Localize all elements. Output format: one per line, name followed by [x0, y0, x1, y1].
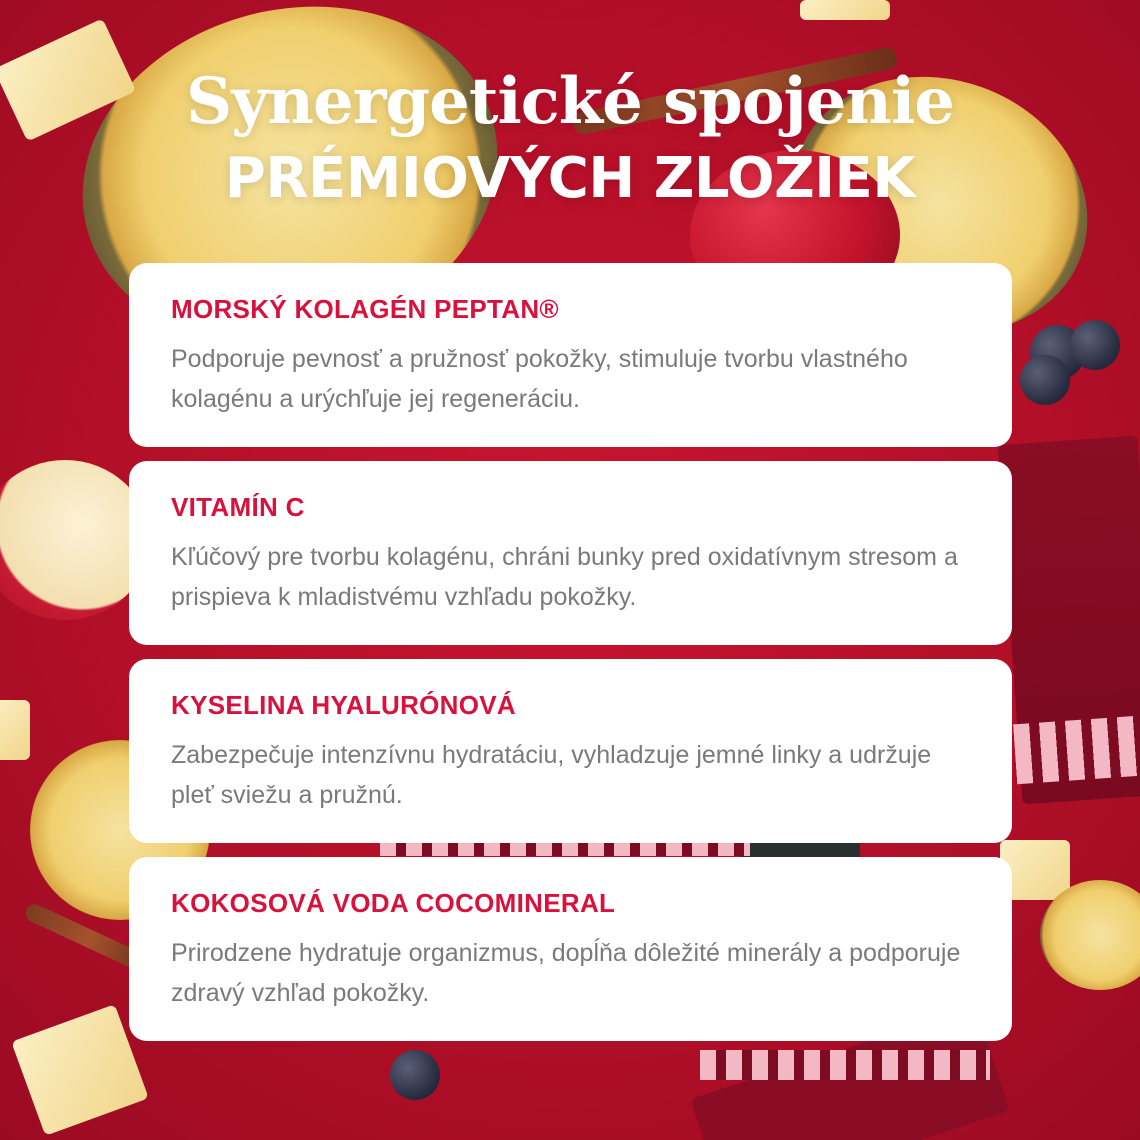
ingredient-card-hyaluronic-acid — [129, 659, 1012, 843]
sachet-stripes-image — [700, 1050, 990, 1080]
blueberry-image — [1070, 320, 1120, 370]
ingredient-title: MORSKÝ KOLAGÉN PEPTAN® — [171, 294, 559, 324]
sachet-stripes-image — [1013, 716, 1140, 785]
ingredient-description: Prirodzene hydratuje organizmus, dopĺňa dôležité minerály a podporuje zdravý vzhľad pokožky. — [171, 939, 961, 1007]
pineapple-chunk-image — [0, 700, 30, 760]
page-title — [0, 60, 1140, 214]
blueberry-image — [1020, 355, 1070, 405]
ingredient-card-coconut-water — [129, 857, 1012, 1041]
ingredient-description: Zabezpečuje intenzívnu hydratáciu, vyhladzuje jemné linky a udržuje pleť sviežu a pružnú. — [171, 741, 932, 809]
ingredient-card-vitamin-c — [129, 461, 1012, 645]
ingredient-description: Kľúčový pre tvorbu kolagénu, chráni bunky pred oxidatívnym stresom a prispieva k mladistvému vzhľadu pokožky. — [171, 543, 958, 611]
blueberry-image — [390, 1050, 440, 1100]
pineapple-chunk-image — [800, 0, 890, 20]
ingredient-title: KYSELINA HYALURÓNOVÁ — [171, 690, 517, 720]
ingredient-description: Podporuje pevnosť a pružnosť pokožky, stimuluje tvorbu vlastného kolagénu a urýchľuje jej regeneráciu. — [171, 345, 908, 413]
ingredient-title: VITAMÍN C — [171, 492, 305, 522]
title-line-2: PRÉMIOVÝCH ZLOŽIEK — [224, 146, 916, 211]
apple-slice-image — [0, 460, 150, 620]
ingredient-card-peptan — [129, 263, 1012, 447]
ingredient-title: KOKOSOVÁ VODA COCOMINERAL — [171, 888, 616, 918]
title-line-1: Synergetické spojenie — [186, 64, 954, 139]
